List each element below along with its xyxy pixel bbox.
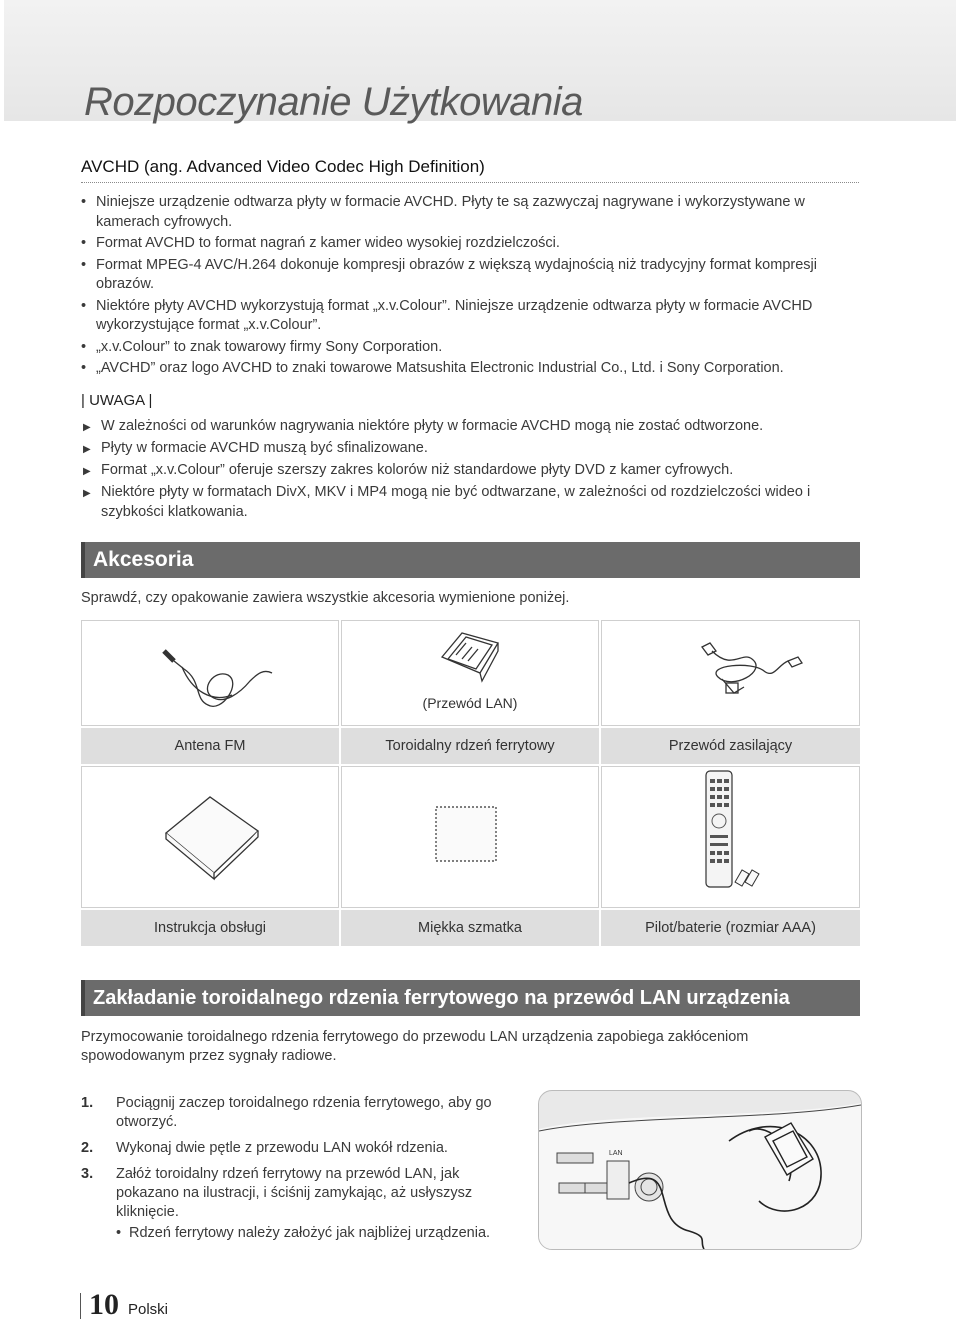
list-item: • „x.v.Colour” to znak towarowy firmy Sony Corporation.: [81, 338, 861, 358]
manual-icon: [82, 767, 338, 907]
list-item: ▶ W zależności od warunków nagrywania niektóre płyty w formacie AVCHD mogą nie zostać odtworzone.: [81, 417, 861, 437]
list-item: • Format AVCHD to format nagrań z kamer wideo wysokiej rozdzielczości.: [81, 234, 861, 254]
accessories-intro: Sprawdź, czy opakowanie zawiera wszystkie akcesoria wymienione poniżej.: [81, 590, 570, 606]
bullet-icon: •: [81, 297, 87, 314]
ferrite-core-cell: [341, 620, 599, 726]
ferrite-subnote: • Rdzeń ferrytowy należy założyć jak najbliżej urządzenia.: [116, 1225, 491, 1241]
bullet-icon: •: [81, 338, 87, 355]
power-cord-cell: [601, 620, 860, 726]
page-language: Polski: [128, 1301, 169, 1318]
ferrite-core-icon: [342, 621, 598, 685]
remote-cell: [601, 766, 860, 908]
step-item: 2. Wykonaj dwie pętle z przewodu LAN wokół rdzenia.: [81, 1140, 448, 1156]
power-cord-icon: [602, 621, 859, 725]
fm-antenna-cell: [81, 620, 339, 726]
bullet-icon: •: [116, 1225, 122, 1241]
cloth-icon: [342, 767, 598, 907]
ferrite-intro: Przymocowanie toroidalnego rdzenia ferrytowego do przewodu LAN urządzenia zapobiega zakłóceniom spowodowanym przez sygnały radiowe.: [81, 1029, 749, 1064]
accessories-heading: Akcesoria: [81, 542, 860, 578]
list-item: • Niektóre płyty AVCHD wykorzystują format „x.v.Colour”. Niniejsze urządzenie odtwarza płyty w formacie AVCHD wykorzystujące format „x.v.Colour”.: [81, 297, 813, 333]
list-item: • Niniejsze urządzenie odtwarza płyty w formacie AVCHD. Płyty te są zazwyczaj nagrywane i wykorzystywane w kamerach cyfrowych.: [81, 194, 805, 230]
page-header: [4, 0, 956, 124]
step-item: 1. Pociągnij zaczep toroidalnego rdzenia ferrytowego, aby go otworzyć.: [81, 1095, 492, 1130]
page-number: 10: [89, 1288, 119, 1321]
manual-cell: [81, 766, 339, 908]
avchd-heading: AVCHD (ang. Advanced Video Codec High Definition): [81, 157, 485, 176]
list-item: • „AVCHD” oraz logo AVCHD to znaki towarowe Matsushita Electronic Industrial Co., Ltd. i Sony Corporation.: [81, 359, 861, 379]
triangle-bullet-icon: ▶: [83, 422, 91, 433]
ferrite-sublabel: (Przewód LAN): [422, 695, 518, 711]
fm-antenna-icon: [82, 621, 338, 725]
list-item: ▶ Niektóre płyty w formatach DivX, MKV i MP4 mogą nie być odtwarzane, w zależności od rozdzielczości wideo i szybkości klatkowania.: [83, 484, 811, 520]
bullet-icon: •: [81, 360, 87, 376]
list-item: • Format MPEG-4 AVC/H.264 dokonuje kompresji obrazów z większą wydajnością niż tradycyjny format kompresji obrazów.: [81, 256, 817, 292]
bullet-icon: •: [81, 235, 87, 251]
accessory-label-cloth: Miękka szmatka: [341, 910, 599, 946]
list-item: ▶ Płyty w formacie AVCHD muszą być sfinalizowane.: [81, 439, 861, 459]
ferrite-steps: [81, 1094, 511, 1229]
remote-icon: [602, 767, 859, 907]
divider: [81, 182, 859, 183]
note-label: | UWAGA |: [81, 392, 153, 409]
list-item: ▶ Format „x.v.Colour” oferuje szerszy zakres kolorów niż standardowe płyty DVD z kamer cyfrowych.: [81, 461, 861, 481]
accessory-label-remote: Pilot/baterie (rozmiar AAA): [601, 910, 860, 946]
ferrite-heading: Zakładanie toroidalnego rdzenia ferrytowego na przewód LAN urządzenia: [81, 980, 860, 1016]
bullet-icon: •: [81, 256, 87, 273]
triangle-bullet-icon: ▶: [83, 466, 91, 477]
bullet-icon: •: [81, 194, 87, 210]
lan-port-label: LAN: [609, 1150, 623, 1157]
avchd-bullet-list: [81, 193, 861, 381]
page-title: Rozpoczynanie Użytkowania: [84, 80, 583, 124]
triangle-bullet-icon: ▶: [83, 488, 91, 499]
lan-ferrite-illustration: [538, 1090, 862, 1250]
note-list: [81, 417, 861, 525]
cloth-cell: [341, 766, 599, 908]
accessory-label-ferrite-core: Toroidalny rdzeń ferrytowy: [341, 728, 599, 764]
lan-ferrite-illustration-icon: [539, 1091, 861, 1249]
accessories-grid: [81, 620, 860, 946]
accessory-label-fm-antenna: Antena FM: [81, 728, 339, 764]
triangle-bullet-icon: ▶: [83, 444, 91, 455]
accessory-label-manual: Instrukcja obsługi: [81, 910, 339, 946]
footer-divider: [80, 1293, 81, 1319]
step-item: 3. Załóż toroidalny rdzeń ferrytowy na przewód LAN, jak pokazano na ilustracji, i ściśnij zamykając, aż usłyszysz kliknięcie.: [81, 1166, 473, 1220]
accessory-label-power-cord: Przewód zasilający: [601, 728, 860, 764]
